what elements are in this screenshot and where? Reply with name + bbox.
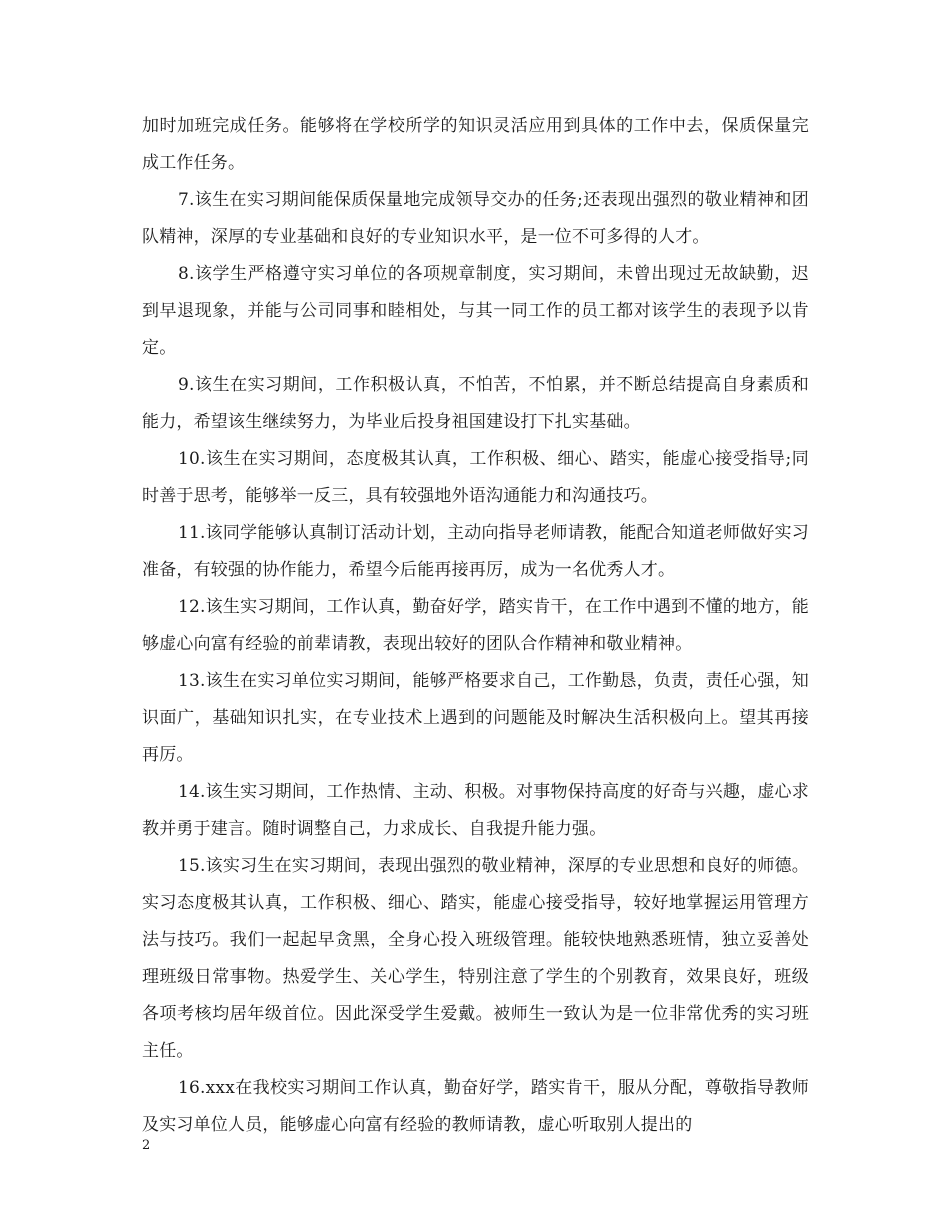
page-number: 2: [142, 1138, 151, 1153]
paragraph-item-14: 14.该生实习期间，工作热情、主动、积极。对事物保持高度的好奇与兴趣，虚心求教并勇于建言。随时调整自己，力求成长、自我提升能力强。: [142, 782, 809, 839]
paragraph-item-10: 10.该生在实习期间，态度极其认真，工作积极、细心、踏实，能虚心接受指导;同时善于思考，能够举一反三，具有较强地外语沟通能力和沟通技巧。: [142, 449, 809, 506]
paragraph-item-7: 7.该生在实习期间能保质保量地完成领导交办的任务;还表现出强烈的敬业精神和团队精神，深厚的专业基础和良好的专业知识水平，是一位不可多得的人才。: [142, 190, 809, 247]
paragraph-item-9: 9.该生在实习期间，工作积极认真，不怕苦，不怕累，并不断总结提高自身素质和能力，希望该生继续努力，为毕业后投身祖国建设打下扎实基础。: [142, 375, 809, 432]
document-body: [142, 108, 809, 1144]
paragraph-item-16: 16.xxx在我校实习期间工作认真，勤奋好学，踏实肯干，服从分配，尊敬指导教师及实习单位人员，能够虚心向富有经验的教师请教，虚心听取别人提出的: [142, 1078, 809, 1135]
paragraph-item-12: 12.该生实习期间，工作认真，勤奋好学，踏实肯干，在工作中遇到不懂的地方，能够虚心向富有经验的前辈请教，表现出较好的团队合作精神和敬业精神。: [142, 597, 809, 654]
paragraph-item-8: 8.该学生严格遵守实习单位的各项规章制度，实习期间，未曾出现过无故缺勤，迟到早退现象，并能与公司同事和睦相处，与其一同工作的员工都对该学生的表现予以肯定。: [142, 264, 809, 358]
paragraph-item-13: 13.该生在实习单位实习期间，能够严格要求自己，工作勤恳，负责，责任心强，知识面广，基础知识扎实，在专业技术上遇到的问题能及时解决生活积极向上。望其再接再厉。: [142, 671, 809, 765]
paragraph-continuation: 加时加班完成任务。能够将在学校所学的知识灵活应用到具体的工作中去，保质保量完成工作任务。: [142, 116, 809, 173]
paragraph-item-15: 15.该实习生在实习期间，表现出强烈的敬业精神，深厚的专业思想和良好的师德。实习态度极其认真，工作积极、细心、踏实，能虚心接受指导，较好地掌握运用管理方法与技巧。我们一起起早贪黑，全身心投入班级管理。能较快地熟悉班情，独立妥善处理班级日常事物。热爱学生、关心学生，特别注意了学生的个别教育，效果良好，班级各项考核均居年级首位。因此深受学生爱戴。被师生一致认为是一位非常优秀的实习班主任。: [142, 856, 809, 1061]
paragraph-item-11: 11.该同学能够认真制订活动计划，主动向指导老师请教，能配合知道老师做好实习准备，有较强的协作能力，希望今后能再接再厉，成为一名优秀人才。: [142, 523, 809, 580]
